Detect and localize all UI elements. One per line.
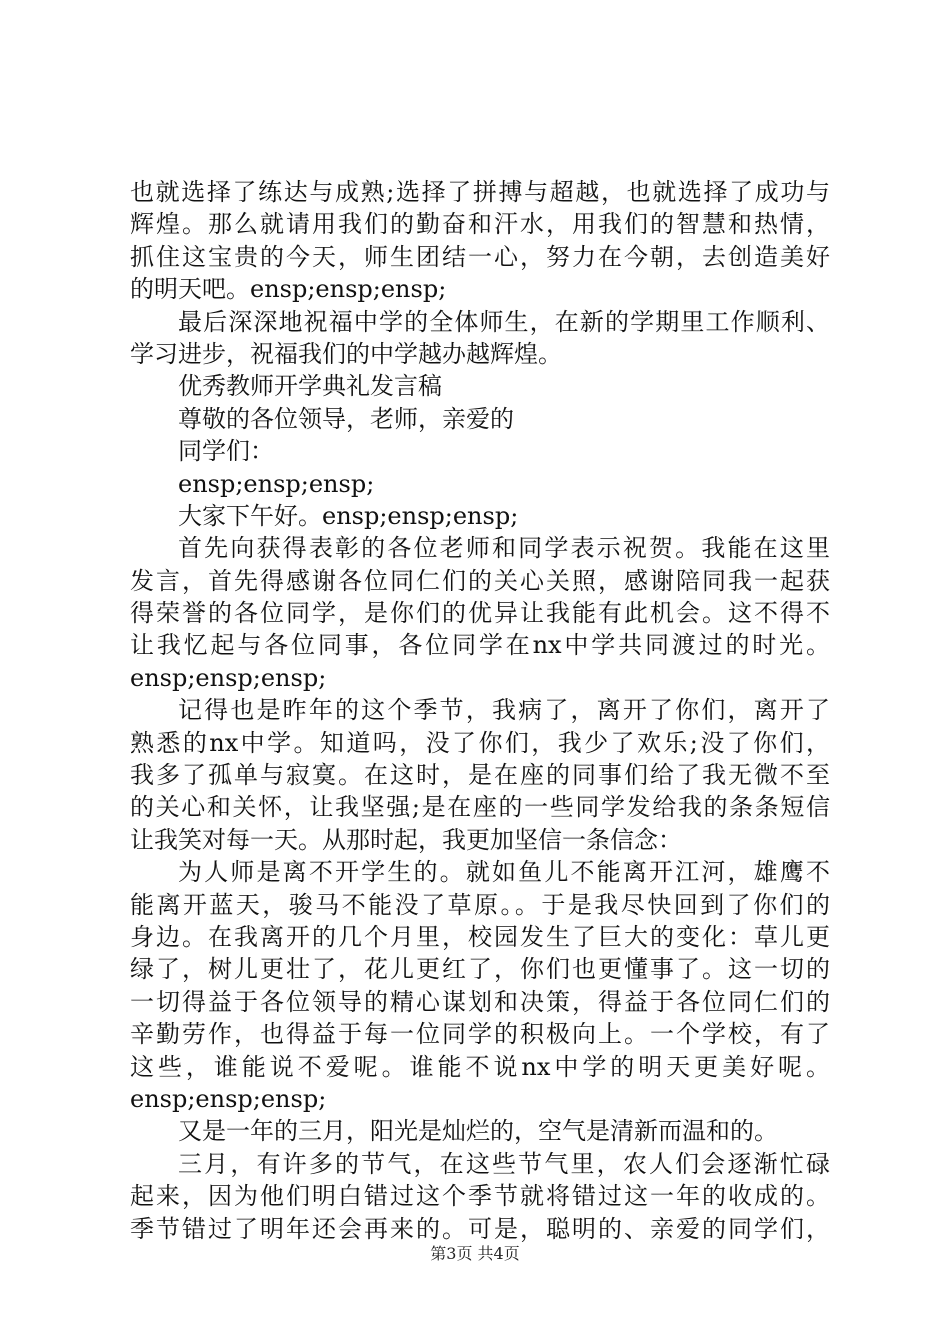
text-line: 季节错过了明年还会再来的。可是，聪明的、亲爱的同学们，	[130, 1214, 830, 1243]
text-line: 最后深深地祝福中学的全体师生，在新的学期里工作顺利、	[178, 307, 830, 336]
text-line: 让我忆起与各位同事，各位同学在nx中学共同渡过的时光。	[130, 631, 830, 660]
document-body	[130, 176, 830, 1245]
text-line: 身边。在我离开的几个月里，校园发生了巨大的变化：草儿更	[130, 922, 830, 951]
text-line: ensp;ensp;ensp;	[130, 1084, 327, 1113]
text-line: 辛勤劳作，也得益于每一位同学的积极向上。一个学校，有了	[130, 1020, 830, 1049]
text-line: 首先向获得表彰的各位老师和同学表示祝贺。我能在这里	[178, 534, 830, 563]
text-line: 也就选择了练达与成熟;选择了拼搏与超越，也就选择了成功与	[130, 178, 830, 206]
salutation-line: 尊敬的各位领导，老师，亲爱的	[178, 404, 514, 433]
text-line: 能离开蓝天，骏马不能没了草原。。于是我尽快回到了你们的	[130, 890, 830, 919]
text-line: 又是一年的三月，阳光是灿烂的，空气是清新而温和的。	[178, 1117, 778, 1146]
greeting-line: 大家下午好。ensp;ensp;ensp;	[178, 501, 519, 530]
text-line: 为人师是离不开学生的。就如鱼儿不能离开江河，雄鹰不	[178, 858, 830, 887]
text-line: 抓住这宝贵的今天，师生团结一心，努力在今朝，去创造美好	[130, 242, 830, 271]
text-line: 得荣誉的各位同学，是你们的优异让我能有此机会。这不得不	[130, 599, 830, 628]
salutation-line: 同学们：	[178, 437, 274, 466]
text-line: 绿了，树儿更壮了，花儿更红了，你们也更懂事了。这一切的	[130, 955, 830, 984]
text-line: ensp;ensp;ensp;	[130, 663, 327, 692]
text-line: 让我笑对每一天。从那时起，我更加坚信一条信念：	[130, 825, 682, 854]
text-line: 这些，谁能说不爱呢。谁能不说nx中学的明天更美好呢。	[130, 1052, 830, 1081]
text-line: 起来，因为他们明白错过这个季节就将错过这一年的收成的。	[130, 1182, 830, 1211]
text-line: 我多了孤单与寂寞。在这时，是在座的同事们给了我无微不至	[130, 761, 830, 790]
text-line: 学习进步，祝福我们的中学越办越辉煌。	[130, 339, 562, 368]
text-line: 三月，有许多的节气，在这些节气里，农人们会逐渐忙碌	[178, 1149, 830, 1178]
text-line: 记得也是昨年的这个季节，我病了，离开了你们，离开了	[178, 696, 830, 725]
page-number-footer: 第3页 共4页	[430, 1244, 520, 1263]
text-line: 发言，首先得感谢各位同仁们的关心关照，感谢陪同我一起获	[130, 566, 830, 595]
text-line: 的关心和关怀，让我坚强;是在座的一些同学发给我的条条短信	[130, 793, 830, 822]
text-line: 熟悉的nx中学。知道吗，没了你们，我少了欢乐;没了你们，	[130, 728, 830, 757]
text-line: 一切得益于各位领导的精心谋划和决策，得益于各位同仁们的	[130, 987, 830, 1016]
text-line: 辉煌。那么就请用我们的勤奋和汗水，用我们的智慧和热情，	[130, 210, 830, 239]
text-line: 的明天吧。ensp;ensp;ensp;	[130, 275, 447, 304]
section-title: 优秀教师开学典礼发言稿	[178, 372, 442, 401]
text-line: ensp;ensp;ensp;	[178, 469, 375, 498]
